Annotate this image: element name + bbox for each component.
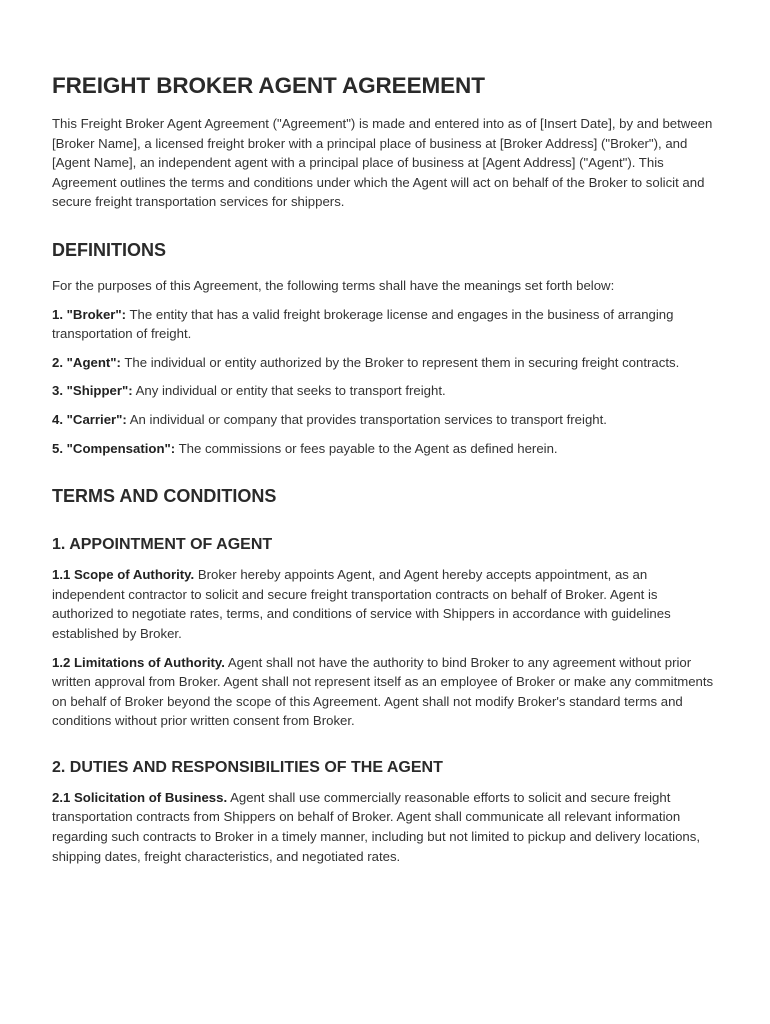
clause-2-1 bbox=[52, 788, 720, 866]
definition-item-agent bbox=[52, 353, 720, 373]
clause-text: Agent shall use commercially reasonable efforts to solicit and secure freight transportation contracts from Shippers on behalf of Broker. Agent shall communicate all relevant information regarding such contracts to Broker in a timely manner, including but not limited to pickup and delivery locations, shipping dates, freight characteristics, and negotiated rates. bbox=[52, 789, 700, 864]
definition-item-carrier bbox=[52, 410, 720, 430]
definition-term: 3. "Shipper": bbox=[52, 383, 133, 399]
clause-1-1 bbox=[52, 565, 720, 643]
definitions-heading: DEFINITIONS bbox=[52, 239, 167, 260]
clause-1-2 bbox=[52, 653, 720, 731]
definition-term: 5. "Compensation": bbox=[52, 440, 176, 456]
intro-paragraph: This Freight Broker Agent Agreement ("Agreement") is made and entered into as of [Insert Date], by and between [Broker Name], a licensed freight broker with a principal place of business at [Broker Address] ("Broker"), and [Agent Name], an independent agent with a principal place of business at [Agent Address] ("Agent"). This Agreement outlines the terms and conditions under which the Agent will act on behalf of the Broker to solicit and secure freight transportation services for shippers. bbox=[52, 116, 713, 210]
definition-text: An individual or company that provides transportation services to transport freight. bbox=[126, 411, 607, 427]
clause-text: Broker hereby appoints Agent, and Agent hereby accepts appointment, as an independent contractor to solicit and secure freight transportation contracts on behalf of Broker. Agent is authorized to negotiate rates, terms, and conditions of service with Shippers in accordance with guidelines established by Broker. bbox=[52, 567, 671, 641]
clause-term: 2.1 Solicitation of Business. bbox=[52, 789, 228, 805]
clause-term: 1.2 Limitations of Authority. bbox=[52, 654, 225, 670]
definition-text: The individual or entity authorized by the Broker to represent them in securing freight contracts. bbox=[120, 354, 680, 370]
definition-text: The entity that has a valid freight brokerage license and engages in the business of arranging transportation of freight. bbox=[52, 306, 674, 342]
definition-term: 2. "Agent": bbox=[52, 354, 121, 370]
definitions-lead: For the purposes of this Agreement, the following terms shall have the meanings set forth below: bbox=[52, 277, 615, 293]
clause-text: Agent shall not have the authority to bind Broker to any agreement without prior written approval from Broker. Agent shall not represent itself as an employee of Broker or make any commitments on behalf of Broker beyond the scope of this Agreement. Agent shall not modify Broker's standard terms and conditions without prior written consent from Broker. bbox=[52, 654, 714, 729]
definition-item-shipper bbox=[52, 381, 720, 401]
definition-item-broker bbox=[52, 305, 720, 344]
definition-term: 1. "Broker": bbox=[52, 306, 127, 322]
terms-heading: TERMS AND CONDITIONS bbox=[52, 486, 277, 507]
definition-text: The commissions or fees payable to the Agent as defined herein. bbox=[175, 440, 558, 456]
document-page bbox=[52, 72, 720, 866]
document-title: FREIGHT BROKER AGENT AGREEMENT bbox=[52, 73, 485, 98]
definition-term: 4. "Carrier": bbox=[52, 411, 127, 427]
definition-text: Any individual or entity that seeks to transport freight. bbox=[132, 383, 446, 399]
section-1-heading: 1. APPOINTMENT OF AGENT bbox=[52, 536, 273, 554]
definition-item-compensation bbox=[52, 439, 720, 459]
clause-term: 1.1 Scope of Authority. bbox=[52, 567, 195, 583]
section-2-heading: 2. DUTIES AND RESPONSIBILITIES OF THE AGENT bbox=[52, 758, 443, 776]
